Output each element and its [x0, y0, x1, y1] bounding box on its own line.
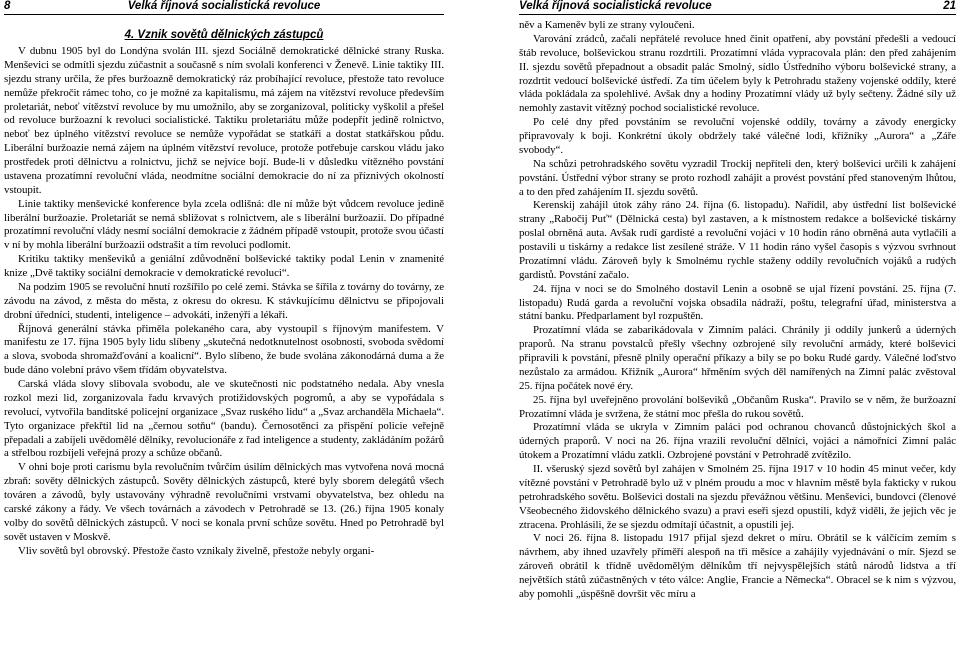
paragraph: Říjnová generální stávka přiměla polekaného cara, aby vystoupil s říjnovým manifestem. V manifestu ze 17. října 1905 byly lidu slíbeny „skutečná nedotknutelnost osobnosti, svoboda svědomí a slova, svoboda shromažďování a koalicní“. Bylo slíbeno, že bude svolána zákonodárná duma a že bude dáno volební právo všem třídám obyvatelstva. — [4, 322, 444, 377]
chapter-title: 4. Vznik sovětů dělnických zástupců — [124, 29, 324, 41]
paragraph: Na podzim 1905 se revoluční hnutí rozšířilo po celé zemi. Stávka se šířila z továrny do továrny, ze závodu na závod, z města do města, z okresu do okresu. K stávkujícímu dělnictvu se připojovali drobní úředníci, studenti, inteligence – advokáti, inženýři a lékaři. — [4, 280, 444, 321]
paragraph: Linie taktiky menševické konference byla zcela odlišná: dle ní může být vůdcem revoluce jedině liberální buržoazie. Proletariát se nemá sbližovat s rolnictvem, ale s liberální buržoazií. Do případné prozatímní revoluční vlády nesmí sociální demokracie z žádném případě vstoupit, protože svou účastí v ní by mohla liberální buržoazii odstrašit a tím revoluci podlomit. — [4, 197, 444, 252]
paragraph: 25. října byl uveřejněno provolání bolševiků „Občanům Ruska“. Pravilo se v něm, že buržoazní Prozatímní vláda je svržena, že státní moc přešla do rukou sovětů. — [519, 393, 956, 420]
paragraph: Varování zrádců, začali nepřátelé revoluce hned činit opatření, aby povstání předešli a vedoucí štáb revoluce, bolševickou stranu rozdrtili. Prozatímní vláda vypracovala plán: den před zahájením II. sjezdu sovětů přepadnout a obsadit palác Smolný, sídlo Ústředního výboru bolševické strany, a rozdrtit vedoucí bolševické ústředí. Za tím účelem byly k Petrohradu staženy vojenské oddíly, které vláda pokládala za spolehlivé. Avšak dny a hodiny Prozatímní vlády už byly sečteny. Žádné síly už nemohly zastavit vítězný pochod socialistické revoluce. — [519, 32, 956, 115]
left-running-header — [4, 0, 444, 15]
paragraph: Prozatímní vláda se zabarikádovala v Zimním paláci. Chránily ji oddíly junkerů a úderných praporů. Na stranu povstalců přešly všechny ozbrojené síly revoluční armády, které bolševici připravili k povstání, přesně plnily operační příkazy a bily se po boku Rudé gardy. Válečné loďstvo nezůstalo za armádou. Křižník „Aurora“ hřměním svých děl namířených na Zimní palác zvěstoval 25. října počátek nové éry. — [519, 324, 956, 392]
right-body-text — [519, 15, 956, 602]
right-running-title: Velká říjnová socialistická revoluce — [519, 0, 712, 12]
right-page — [519, 0, 956, 653]
paragraph: Na schůzi petrohradského sovětu vyzradil Trockij nepříteli den, který bolševici určili k zahájení povstání. Ústřední výbor strany se proto rozhodl zahájit a provést povstání před stanoveným lhůtou, a to den před zahájením II. sjezdu sovětů. — [519, 157, 956, 198]
right-page-number: 21 — [943, 0, 956, 12]
paragraph: Prozatímní vláda se ukryla v Zimním paláci pod ochranou chovanců důstojnických škol a úderných praporů. V noci na 26. října vrazili revoluční dělníci, vojáci a námořníci Zimní palác útokem a Prozatímní vládu zatkli. Ozbrojené povstání v Petrohradě zvítězilo. — [519, 421, 956, 462]
paragraph: Kritiku taktiky menševiků a geniální zdůvodnění bolševické taktiky podal Lenin v znamenité knize „Dvě taktiky sociální demokracie v demokratické revoluci“. — [4, 253, 444, 279]
paragraph: V noci 26. října 8. listopadu 1917 přijal sjezd dekret o míru. Obrátil se k válčícím zemím s návrhem, aby ihned uzavřely příměří alespoň na tři měsíce a zahájily vyjednávání o mír. Sjezd se zároveň obrátil k třídně uvědomělým dělníkům tří nejvyspělejších států národů lidstva a tří největších států zúčastněných v této válce: Anglie, Francie a Německa“. Obracel se k nim s výzvou, aby pomohli „úspěšně dovršit věc míru a — [519, 532, 956, 600]
left-page-number: 8 — [4, 0, 11, 12]
paragraph: II. všeruský sjezd sovětů byl zahájen v Smolném 25. října 1917 v 10 hodin 45 minut večer, kdy vítězné povstání v Petrohradě bylo už v plném proudu a moc v hlavním městě byla fakticky v rukou petrohradského sovětu. Bolševici dostali na sjezdu převážnou většinu. Menševici, bundovci (členové Všeobecného židovského dělnického svazu) a pravi eseři sjezd opustili, když viděli, že jejich věc je ztracena. Prohlásili, že se sjezdu odmítají účastnit, a opustili jej. — [519, 463, 956, 531]
paragraph: Vliv sovětů byl obrovský. Přestože často vznikaly živelně, přestože nebyly organi- — [18, 544, 375, 557]
left-page — [4, 0, 444, 653]
left-running-title: Velká říjnová socialistická revoluce — [127, 0, 321, 12]
left-body-text — [4, 45, 444, 558]
paragraph: Carská vláda slovy slibovala svobodu, ale ve skutečnosti nic podstatného nedala. Aby vnesla rozkol mezi lid, zorganizovala řadu krvavých protižidovských pogromů, a aby se vypořádala s revolucí, vytvořila banditské policejní organizace „Svaz ruského lidu“ a „Svaz archanděla Michaela“. Tyto organizace překřtil lid na „černou sotňu“ (bandu). Černosotěnci za přispění policie veřejně přepadali a zabíjeli uvědomělé dělníky, revolucionáře z řad inteligence a studenty, zakládáním požárů a střelbou rozbíjeli veřejná prozy a schůze občanů. — [4, 378, 444, 460]
right-running-header — [519, 0, 956, 15]
paragraph: 24. října v noci se do Smolného dostavil Lenin a osobně se ujal řízení povstání. 25. října (7. listopadu) Rudá garda a revoluční vojska obsadila nádraží, poštu, telegrafní úřad, ministerstva a státní banku. Předparlament byl rozpuštěn. — [519, 282, 956, 323]
paragraph: Kerenskij zahájil útok záhy ráno 24. října (6. listopadu). Nařídil, aby ústřední list bolševické strany „Rabočij Puť“ (Dělnická cesta) byl zastaven, a k místnostem redakce a bolševické tiskárny poslal obrněná auta. Avšak rudí gardisté a revoluční vojáci v 10 hodin ráno obrněná auta vytlačili a postavili u tiskárny a redakce list zesílené stráže. V 11 hodin ráno vyšel časopis s výzvou svrhnout Prozatímní vládu. Zároveň byly k Smolnému rychle staženy oddíly revolučních vojáků a rudých gardistů. Povstání začalo. — [519, 199, 956, 281]
paragraph: Po celé dny před povstáním se revoluční vojenské oddíly, továrny a závody energicky připravovaly k boji. Konkrétní úkoly obdržely také válečné lodi, křižníky „Aurora“ a „Záře svobody“. — [519, 116, 956, 156]
paragraph: V ohni boje proti carismu byla revolučním tvůrčím úsilím dělnických mas vytvořena nová mocná zbraň: sověty dělnických zástupců. Sověty dělnických zástupců, které byly sborem delegátů všech továren a závodů, byly ustavovány výhradně revolučními vrstvami obyvatelstva, bez ohledu na carské zákony a řády. Ve všech továrnách a závodech v Petrohradě se 13. (26.) října 1905 konaly volby do sovětů dělnických zástupců. V noci se konala první schůze sovětu. Hned po Petrohradě byl sovět ustaven v Moskvě. — [4, 461, 444, 543]
paragraph: V dubnu 1905 byl do Londýna svolán III. sjezd Sociálně demokratické dělnické strany Ruska. Menševici se odmítli sjezdu zúčastnit a současně s ním svolali konferenci v Ženevě. Linie taktiky III. sjezdu strany určila, že přes buržoazně demokratický ráz probíhající revoluce, přestože tato revoluce nemůže překročit rámec toho, co je možné za kapitalismu, má zájem na vítězství revoluce především proletariát, neboť vítězství revoluce by mu umožnilo, aby se zorganizoval, politicky vyškolil a přešel od revoluce buržoazní k revoluci socialistické. Taktiku proletariátu může podepřít jedině rolnictvo, neboť bez úplného vítězství revoluce se nemůže vypořádat se statkáři a dostat statkářskou půdu. Liberální buržoazie nemá zájem na úplném vítězství revoluce, protože potřebuje carskou vládu jako prostředek proti dělnictvu a rolnictvu, jichž se nejvíce bojí. Bude-li v důsledku vítězného povstání ustavena prozatímní revoluční vláda, neodmítne sociální demokracie do ní za příznivých okolností vstoupit. — [4, 45, 444, 196]
paragraph: něv a Kameněv byli ze strany vyloučeni. — [519, 19, 695, 31]
